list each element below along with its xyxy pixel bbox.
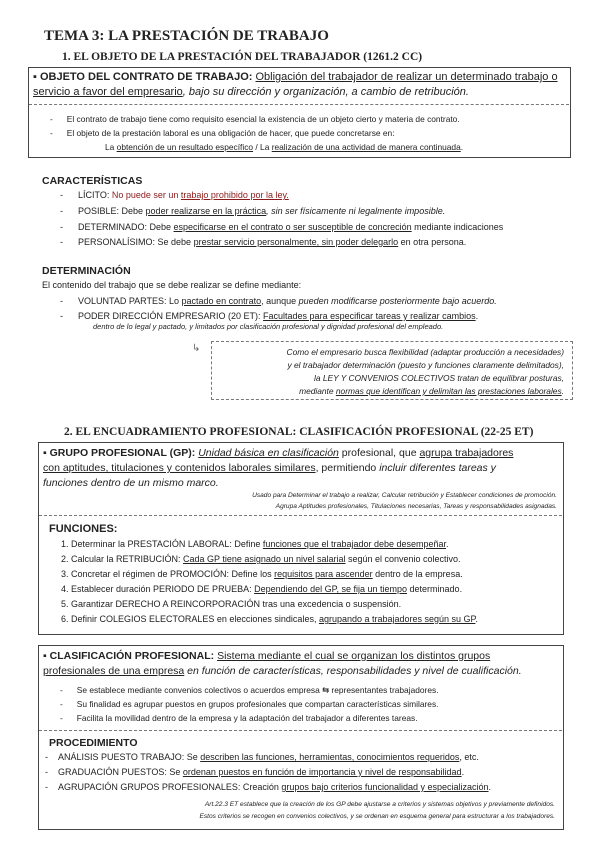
caracteristicas-heading: CARACTERÍSTICAS — [42, 175, 143, 187]
cp-bullet-2: - Su finalidad es agrupar puestos en grupos profesionales que compartan características similares. — [60, 699, 439, 709]
proc-agrupacion: - AGRUPACIÓN GRUPOS PROFESIONALES: Creación grupos bajo criterios funcionalidad y especialización. — [45, 782, 492, 792]
cp-line-1: ▪ CLASIFICACIÓN PROFESIONAL: Sistema mediante el cual se organizan los distintos grupos — [43, 650, 491, 662]
funcion-2: 2. Calcular la RETRIBUCIÓN: Cada GP tiene asignado un nivel salarial según el convenio colectivo. — [61, 554, 461, 564]
proc-analisis: - ANÁLISIS PUESTO TRABAJO: Se describen las funciones, herramientas, conocimientos requeridos, etc. — [45, 752, 479, 762]
objeto-def-part2: servicio a favor del empresario — [33, 86, 183, 98]
determinacion-heading: DETERMINACIÓN — [42, 265, 131, 277]
gp-divider — [39, 515, 562, 516]
gp-note-2: Agrupa Aptitudes profesionales, Titulaciones necesarias, Tareas y responsabilidades asignadas. — [275, 503, 557, 510]
gp-line-2: con aptitudes, titulaciones y contenidos laborales similares, permitiendo incluir diferentes tareas y — [43, 462, 496, 474]
proc-note-2: Estos criterios se recogen en convenios colectivos, y se ordenan en esquema general para estructurar a los trabajadores. — [199, 813, 555, 820]
cp-bullet-1: - Se establece mediante convenios colectivos o acuerdos empresa ⇆ representantes trabajadores. — [60, 685, 439, 695]
det-poder-sub: dentro de lo legal y pactado, y limitados por clasificación profesional y dignidad profesional del empleado. — [93, 322, 444, 331]
section-1-heading: 1. EL OBJETO DE LA PRESTACIÓN DEL TRABAJADOR (1261.2 CC) — [62, 51, 423, 63]
objeto-definition — [33, 71, 558, 83]
car-determinado: - DETERMINADO: Debe especificarse en el contrato o ser susceptible de concreción mediante indicaciones — [60, 222, 504, 232]
gp-line-3: funciones dentro de un mismo marco. — [43, 477, 219, 489]
cp-bullet-3: - Facilita la movilidad dentro de la empresa y la adaptación del trabajador a diferentes tareas. — [60, 713, 418, 723]
proc-note-1: Art.22.3 ET establece que la creación de los GP debe ajustarse a criterios y sistemas objetivos y previamente definidos. — [204, 801, 555, 808]
car-posible: - POSIBLE: Debe poder realizarse en la práctica, sin ser físicamente ni legalmente imposible. — [60, 206, 446, 216]
arrow-icon: ↳ — [192, 343, 201, 354]
objeto-p1: - El contrato de trabajo tiene como requisito esencial la existencia de un objeto cierto y materia de contrato. — [50, 114, 460, 124]
objeto-box — [28, 67, 571, 158]
note-line-1: Como el empresario busca flexibilidad (adaptar producción a necesidades) — [286, 347, 564, 357]
funciones-heading: FUNCIONES: — [49, 523, 118, 535]
box-divider — [29, 104, 569, 105]
det-voluntad: - VOLUNTAD PARTES: Lo pactado en contrato, aunque pueden modificarse posteriormente bajo acuerdo. — [60, 296, 497, 306]
note-box — [211, 341, 573, 400]
note-line-4: mediante normas que identifican y delimitan las prestaciones laborales. — [299, 386, 564, 396]
note-line-2: y el trabajador determinación (puesto y funciones claramente delimitados), — [287, 360, 564, 370]
proc-graduacion: - GRADUACIÓN PUESTOS: Se ordenan puestos en función de importancia y nivel de responsabilidad. — [45, 767, 465, 777]
cp-divider — [39, 730, 562, 731]
funcion-4: 4. Establecer duración PERIODO DE PRUEBA: Dependiendo del GP, se fija un tiempo determinado. — [61, 584, 463, 594]
det-intro: El contenido del trabajo que se debe realizar se define mediante: — [42, 280, 302, 290]
car-personalisimo: - PERSONALÍSIMO: Se debe prestar servicio personalmente, sin poder delegarlo en otra persona. — [60, 237, 467, 247]
gp-line-1: ▪ GRUPO PROFESIONAL (GP): Unidad básica en clasificación profesional, que agrupa trabajadores — [43, 447, 514, 459]
car-licito: - LÍCITO: No puede ser un trabajo prohibido por la ley. — [60, 190, 289, 200]
gp-note-1: Usado para Determinar el trabajo a realizar, Calcular retribución y Establecer condiciones de promoción. — [252, 492, 557, 499]
objeto-definition-line2 — [33, 86, 469, 98]
objeto-def-part3: , bajo su dirección y organización, a cambio de retribución. — [182, 86, 469, 98]
objeto-p2: - El objeto de la prestación laboral es una obligación de hacer, que puede concretarse en: — [50, 128, 395, 138]
clasificacion-profesional-box — [38, 645, 564, 830]
grupo-profesional-box — [38, 442, 564, 635]
funcion-1: 1. Determinar la PRESTACIÓN LABORAL: Define funciones que el trabajador debe desempeñar. — [61, 539, 449, 549]
section-2-heading: 2. EL ENCUADRAMIENTO PROFESIONAL: CLASIFICACIÓN PROFESIONAL (22-25 ET) — [64, 426, 534, 438]
objeto-def-part1: Obligación del trabajador de realizar un determinado trabajo o — [255, 71, 558, 83]
funcion-6: 6. Definir COLEGIOS ELECTORALES en elecciones sindicales, agrupando a trabajadores según su GP. — [61, 614, 478, 624]
note-line-3: la LEY Y CONVENIOS COLECTIVOS tratan de equilibrar posturas, — [314, 373, 564, 383]
det-poder: - PODER DIRECCIÓN EMPRESARIO (20 ET): Facultades para especificar tareas y realizar cambios. — [60, 311, 479, 321]
procedimiento-heading: PROCEDIMIENTO — [49, 737, 138, 749]
objeto-p3: La obtención de un resultado específico / La realización de una actividad de manera continuada. — [105, 142, 464, 152]
page-title: TEMA 3: LA PRESTACIÓN DE TRABAJO — [44, 28, 329, 44]
cp-line-2: profesionales de una empresa en función de características, responsabilidades y nivel de cualificación. — [43, 665, 522, 677]
funcion-3: 3. Concretar el régimen de PROMOCIÓN: Define los requisitos para ascender dentro de la empresa. — [61, 569, 463, 579]
objeto-label: ▪ OBJETO DEL CONTRATO DE TRABAJO: — [33, 71, 253, 83]
funcion-5: 5. Garantizar DERECHO A REINCORPORACIÓN tras una excedencia o suspensión. — [61, 599, 402, 609]
